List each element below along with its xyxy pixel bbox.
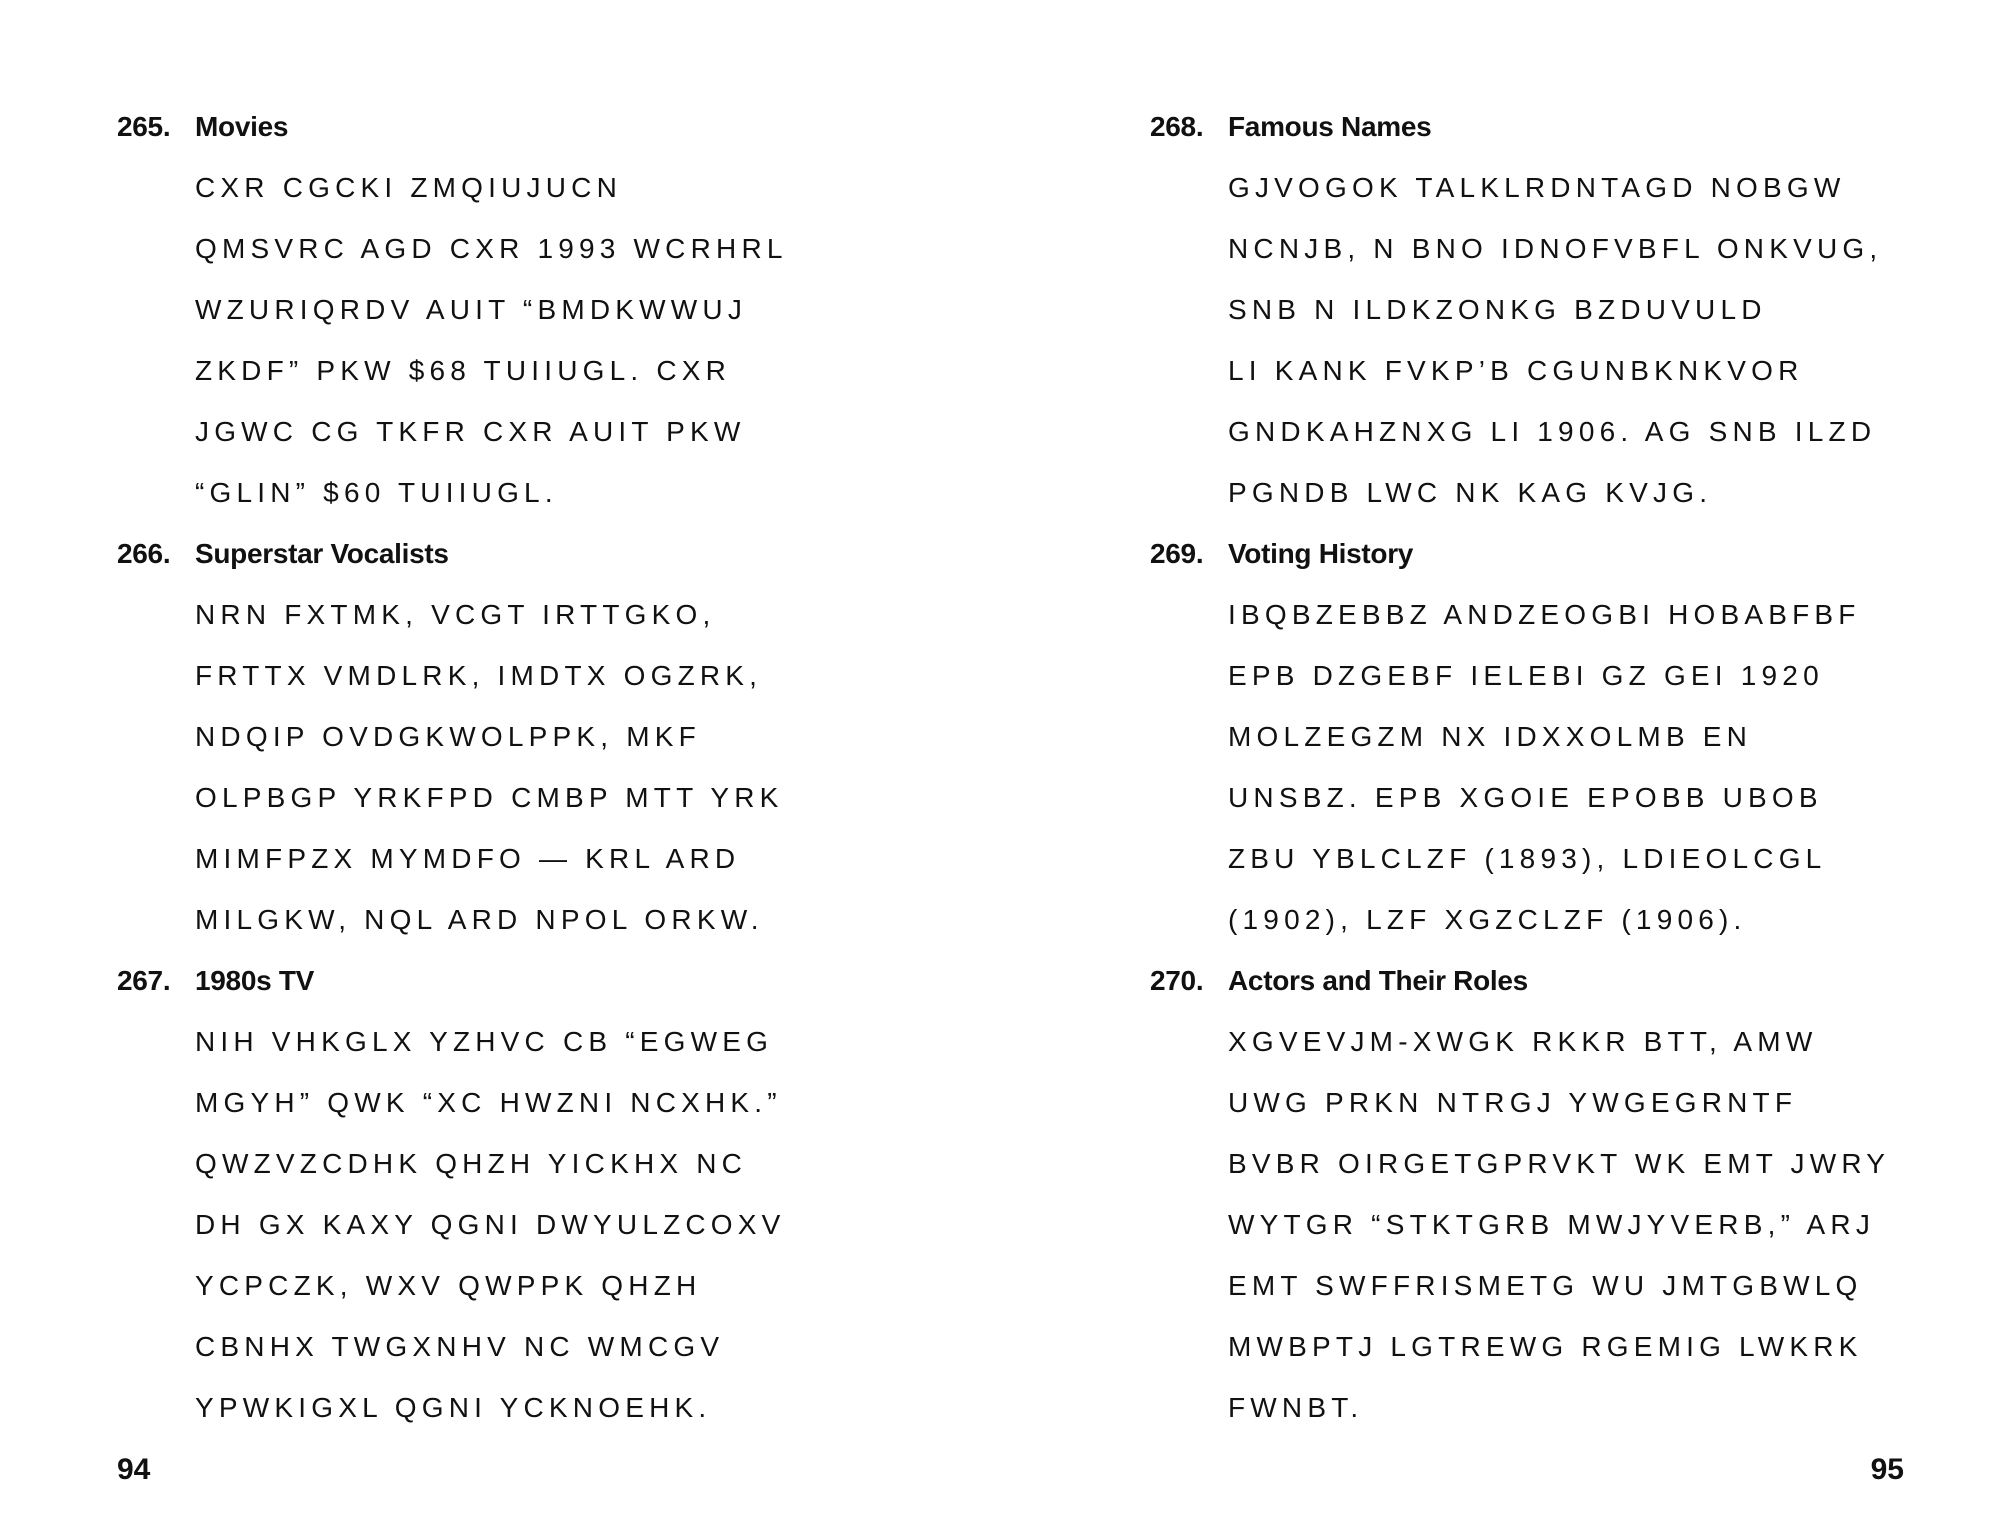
cipher-text — [1228, 157, 1990, 523]
puzzle-header — [117, 950, 957, 1011]
puzzle-header — [1150, 950, 1990, 1011]
cipher-line: MWBPTJ LGTREWG RGEMIG LWKRK — [1228, 1331, 1863, 1362]
cipher-line: MILGKW, NQL ARD NPOL ORKW. — [195, 904, 764, 935]
cipher-text — [195, 584, 957, 950]
puzzle-number: 266. — [117, 538, 171, 569]
page-number: 94 — [117, 1453, 151, 1486]
cipher-text — [195, 1011, 957, 1438]
cipher-line: JGWC CG TKFR CXR AUIT PKW — [195, 416, 746, 447]
cipher-line: MIMFPZX MYMDFO — KRL ARD — [195, 843, 741, 874]
cipher-line: LI KANK FVKP’B CGUNBKNKVOR — [1228, 355, 1804, 386]
puzzle-270 — [1150, 950, 1990, 1438]
puzzle-265 — [117, 96, 957, 523]
puzzle-title: Actors and Their Roles — [1228, 965, 1528, 996]
puzzle-title: Famous Names — [1228, 111, 1432, 142]
cipher-text — [1228, 584, 1990, 950]
cipher-line: CXR CGCKI ZMQIUJUCN — [195, 172, 623, 203]
puzzle-title: Movies — [195, 111, 289, 142]
cipher-line: XGVEVJM-XWGK RKKR BTT, AMW — [1228, 1026, 1818, 1057]
puzzle-number: 270. — [1150, 965, 1204, 996]
cipher-line: BVBR OIRGETGPRVKT WK EMT JWRY — [1228, 1148, 1891, 1179]
cipher-line: SNB N ILDKZONKG BZDUVULD — [1228, 294, 1767, 325]
cipher-line: MOLZEGZM NX IDXXOLMB EN — [1228, 721, 1753, 752]
cipher-line: QMSVRC AGD CXR 1993 WCRHRL — [195, 233, 788, 264]
cipher-line: YPWKIGXL QGNI YCKNOEHK. — [195, 1392, 712, 1423]
puzzle-number: 267. — [117, 965, 171, 996]
cipher-line: ZBU YBLCLZF (1893), LDIEOLCGL — [1228, 843, 1827, 874]
puzzle-269 — [1150, 523, 1990, 950]
puzzle-number: 269. — [1150, 538, 1204, 569]
cipher-line: NDQIP OVDGKWOLPPK, MKF — [195, 721, 701, 752]
cipher-line: (1902), LZF XGZCLZF (1906). — [1228, 904, 1747, 935]
cipher-line: “GLIN” $60 TUIIUGL. — [195, 477, 558, 508]
puzzle-268 — [1150, 96, 1990, 523]
cipher-line: MGYH” QWK “XC HWZNI NCXHK.” — [195, 1087, 782, 1118]
puzzle-header — [117, 523, 957, 584]
cipher-line: EMT SWFFRISMETG WU JMTGBWLQ — [1228, 1270, 1863, 1301]
cipher-line: EPB DZGEBF IELEBI GZ GEI 1920 — [1228, 660, 1824, 691]
puzzle-number: 268. — [1150, 111, 1204, 142]
cipher-line: NIH VHKGLX YZHVC CB “EGWEG — [195, 1026, 774, 1057]
cipher-line: FWNBT. — [1228, 1392, 1364, 1423]
cipher-line: QWZVZCDHK QHZH YICKHX NC — [195, 1148, 748, 1179]
puzzle-title: Superstar Vocalists — [195, 538, 449, 569]
puzzle-title: Voting History — [1228, 538, 1414, 569]
cipher-line: UWG PRKN NTRGJ YWGEGRNTF — [1228, 1087, 1798, 1118]
cipher-line: ZKDF” PKW $68 TUIIUGL. CXR — [195, 355, 732, 386]
right-page — [1000, 0, 2000, 1535]
cipher-line: CBNHX TWGXNHV NC WMCGV — [195, 1331, 725, 1362]
cipher-line: NRN FXTMK, VCGT IRTTGKO, — [195, 599, 716, 630]
cipher-text — [1228, 1011, 1990, 1438]
puzzle-number: 265. — [117, 111, 171, 142]
puzzle-266 — [117, 523, 957, 950]
cipher-line: GNDKAHZNXG LI 1906. AG SNB ILZD — [1228, 416, 1877, 447]
puzzle-header — [1150, 96, 1990, 157]
cipher-line: WZURIQRDV AUIT “BMDKWWUJ — [195, 294, 748, 325]
puzzle-header — [1150, 523, 1990, 584]
cipher-line: YCPCZK, WXV QWPPK QHZH — [195, 1270, 702, 1301]
cipher-line: WYTGR “STKTGRB MWJYVERB,” ARJ — [1228, 1209, 1876, 1240]
cipher-line: DH GX KAXY QGNI DWYULZCOXV — [195, 1209, 786, 1240]
cipher-text — [195, 157, 957, 523]
cipher-line: FRTTX VMDLRK, IMDTX OGZRK, — [195, 660, 763, 691]
cipher-line: IBQBZEBBZ ANDZEOGBI HOBABFBF — [1228, 599, 1861, 630]
cipher-line: PGNDB LWC NK KAG KVJG. — [1228, 477, 1713, 508]
cipher-line: OLPBGP YRKFPD CMBP MTT YRK — [195, 782, 784, 813]
cipher-line: UNSBZ. EPB XGOIE EPOBB UBOB — [1228, 782, 1823, 813]
puzzle-header — [117, 96, 957, 157]
page-number: 95 — [1870, 1453, 1904, 1486]
cipher-line: GJVOGOK TALKLRDNTAGD NOBGW — [1228, 172, 1846, 203]
puzzle-title: 1980s TV — [195, 965, 315, 996]
puzzle-267 — [117, 950, 957, 1438]
cipher-line: NCNJB, N BNO IDNOFVBFL ONKVUG, — [1228, 233, 1883, 264]
